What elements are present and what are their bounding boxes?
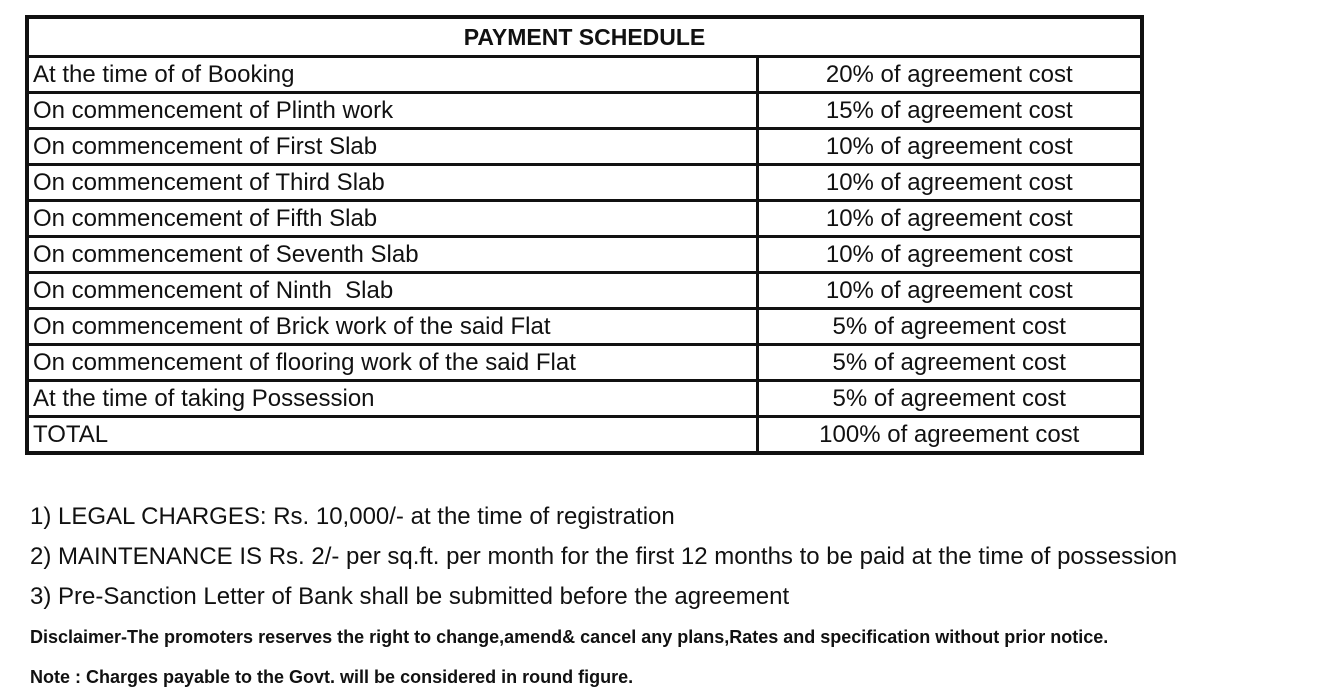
amount-cell: 10% of agreement cost	[757, 165, 1142, 201]
amount-cell: 10% of agreement cost	[757, 129, 1142, 165]
legal-charges-note: 1) LEGAL CHARGES: Rs. 10,000/- at the time of registration	[30, 503, 675, 530]
table-row	[27, 57, 1142, 93]
table-row	[27, 237, 1142, 273]
table-row	[27, 165, 1142, 201]
notes-section	[30, 497, 1330, 694]
stage-cell: On commencement of Seventh Slab	[27, 237, 757, 273]
disclaimer-text: Disclaimer-The promoters reserves the right to change,amend& cancel any plans,Rates and specification without prior notice.	[30, 627, 1109, 647]
table-row	[27, 273, 1142, 309]
amount-cell: 10% of agreement cost	[757, 201, 1142, 237]
payment-schedule-table	[25, 15, 1144, 455]
table-row	[27, 93, 1142, 129]
stage-cell: On commencement of Plinth work	[27, 93, 757, 129]
stage-cell: On commencement of Fifth Slab	[27, 201, 757, 237]
table-row	[27, 201, 1142, 237]
table-title: PAYMENT SCHEDULE	[27, 17, 1142, 57]
amount-cell: 10% of agreement cost	[757, 273, 1142, 309]
stage-cell: At the time of of Booking	[27, 57, 757, 93]
table-row	[27, 381, 1142, 417]
amount-cell: 5% of agreement cost	[757, 381, 1142, 417]
amount-cell: 15% of agreement cost	[757, 93, 1142, 129]
table-row	[27, 309, 1142, 345]
pre-sanction-note: 3) Pre-Sanction Letter of Bank shall be submitted before the agreement	[30, 583, 790, 610]
amount-cell: 10% of agreement cost	[757, 237, 1142, 273]
maintenance-note: 2) MAINTENANCE IS Rs. 2/- per sq.ft. per month for the first 12 months to be paid at the time of possession	[30, 543, 1178, 570]
table-row	[27, 345, 1142, 381]
stage-cell: On commencement of flooring work of the said Flat	[27, 345, 757, 381]
stage-cell: On commencement of First Slab	[27, 129, 757, 165]
amount-cell: 5% of agreement cost	[757, 309, 1142, 345]
amount-cell: 20% of agreement cost	[757, 57, 1142, 93]
total-amount: 100% of agreement cost	[757, 417, 1142, 454]
table-row	[27, 129, 1142, 165]
stage-cell: On commencement of Brick work of the said Flat	[27, 309, 757, 345]
stage-cell: On commencement of Ninth Slab	[27, 273, 757, 309]
stage-cell: At the time of taking Possession	[27, 381, 757, 417]
total-label: TOTAL	[27, 417, 757, 454]
amount-cell: 5% of agreement cost	[757, 345, 1142, 381]
stage-cell: On commencement of Third Slab	[27, 165, 757, 201]
total-row	[27, 417, 1142, 454]
table-header-row	[27, 17, 1142, 57]
govt-charges-note: Note : Charges payable to the Govt. will be considered in round figure.	[30, 667, 634, 687]
